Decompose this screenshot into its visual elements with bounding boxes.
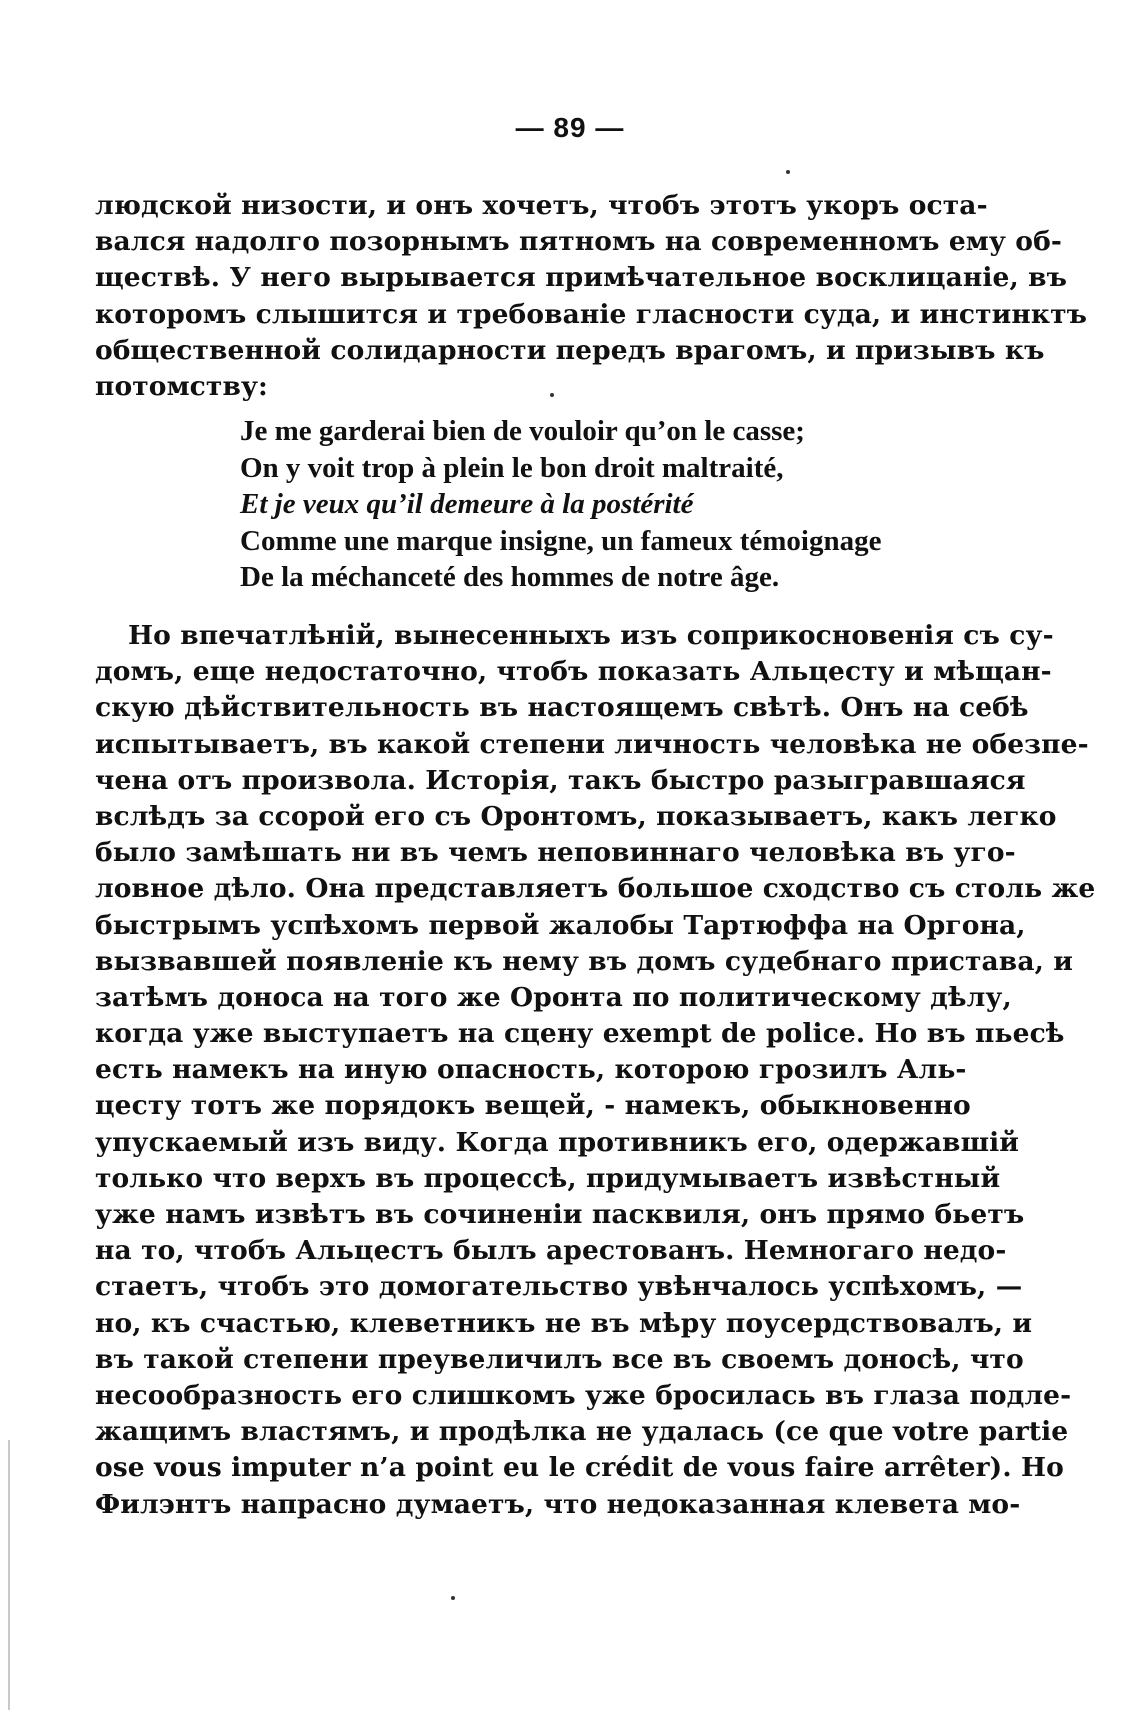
verse-line: Je me garderai bien de vouloir qu’on le casse; xyxy=(240,415,805,447)
text-line: общественной солидарности передъ врагомъ, и призывъ къ xyxy=(95,334,1045,366)
text-line: вслѣдъ за ссорой его съ Оронтомъ, показываетъ, какъ легко xyxy=(95,800,1057,832)
page-number: — 89 — xyxy=(515,112,625,143)
verse-line: On y voit trop à plein le bon droit maltraité, xyxy=(240,451,784,484)
text-line: несообразность его слишкомъ уже бросилась въ глаза подле- xyxy=(95,1379,1072,1411)
scan-speck xyxy=(451,1596,455,1600)
text-line: упускаемый изъ виду. Когда противникъ его, одержавшій xyxy=(95,1126,1020,1158)
text-line: скую дѣйствительность въ настоящемъ свѣтѣ. Онъ на себѣ xyxy=(95,692,1029,724)
text-line: Филэнтъ напрасно думаетъ, что недоказанная клевета мо- xyxy=(95,1488,1021,1520)
scan-edge-mark xyxy=(8,1440,10,1710)
verse-quote xyxy=(240,413,940,596)
text-line: но, къ счастью, клеветникъ не въ мѣру поусердствовалъ, и xyxy=(95,1307,1033,1339)
text-line: Но впечатлѣній, вынесенныхъ изъ соприкосновенія съ су- xyxy=(128,620,1054,651)
verse-line: Et je veux qu’il demeure à la postérité xyxy=(240,488,694,520)
text-line: было замѣшать ни въ чемъ неповиннаго человѣка въ уго- xyxy=(95,837,1016,869)
paragraph-1 xyxy=(95,188,1088,405)
text-line: чена отъ произвола. Исторія, такъ быстро разыгравшаяся xyxy=(95,764,1026,796)
text-line: только что верхъ въ процессѣ, придумываетъ извѣстный xyxy=(95,1162,1001,1194)
text-line: которомъ слышится и требованіе гласности суда, и инстинктъ xyxy=(95,298,1088,330)
text-line: ществѣ. У него вырывается примѣчательное восклицаніе, въ xyxy=(95,262,1068,294)
text-line: вызвавшей появленіе къ нему въ домъ судебнаго пристава, и xyxy=(95,945,1073,977)
text-line: людской низости, и онъ хочетъ, чтобъ этотъ укоръ оста- xyxy=(95,190,988,221)
verse-line: Comme une marque insigne, un fameux témoignage xyxy=(240,524,882,557)
text-line: потомству: xyxy=(95,370,268,402)
text-line: когда уже выступаетъ на сцену exempt de police. Но въ пьесѣ xyxy=(95,1018,1065,1050)
text-line: ose vous imputer n’a point eu le crédit de vous faire arrêter). Но xyxy=(95,1452,1064,1484)
text-line: вался надолго позорнымъ пятномъ на современномъ ему об- xyxy=(95,226,1062,258)
scan-speck xyxy=(550,393,554,397)
text-line: домъ, еще недостаточно, чтобъ показать Альцесту и мѣщан- xyxy=(95,656,1052,688)
text-line: испытываетъ, въ какой степени личность человѣка не обезпе- xyxy=(95,728,1089,760)
text-line: жащимъ властямъ, и продѣлка не удалась (ce que votre partie xyxy=(95,1416,1069,1448)
text-line: въ такой степени преувеличилъ все въ своемъ доносѣ, что xyxy=(95,1343,1024,1375)
text-line: стаетъ, чтобъ это домогательство увѣнчалось успѣхомъ, — xyxy=(95,1271,1023,1303)
text-line: уже намъ извѣтъ въ сочиненіи пасквиля, онъ прямо бьетъ xyxy=(95,1199,1025,1230)
scan-speck xyxy=(786,170,790,174)
text-line: быстрымъ успѣхомъ первой жалобы Тартюффа на Оргона, xyxy=(95,909,1026,941)
paragraph-2 xyxy=(95,618,1096,1523)
verse-line: De la méchanceté des hommes de notre âge. xyxy=(240,561,780,593)
text-line: ловное дѣло. Она представляетъ большое сходство съ столь же xyxy=(95,873,1096,905)
text-line: затѣмъ доноса на того же Оронта по политическому дѣлу, xyxy=(95,981,1012,1013)
text-line: на то, чтобъ Альцестъ былъ арестованъ. Немногаго недо- xyxy=(95,1235,1007,1267)
text-line: цесту тотъ же порядокъ вещей, - намекъ, обыкновенно xyxy=(95,1090,971,1122)
text-line: есть намекъ на иную опасность, которою грозилъ Аль- xyxy=(95,1054,967,1086)
